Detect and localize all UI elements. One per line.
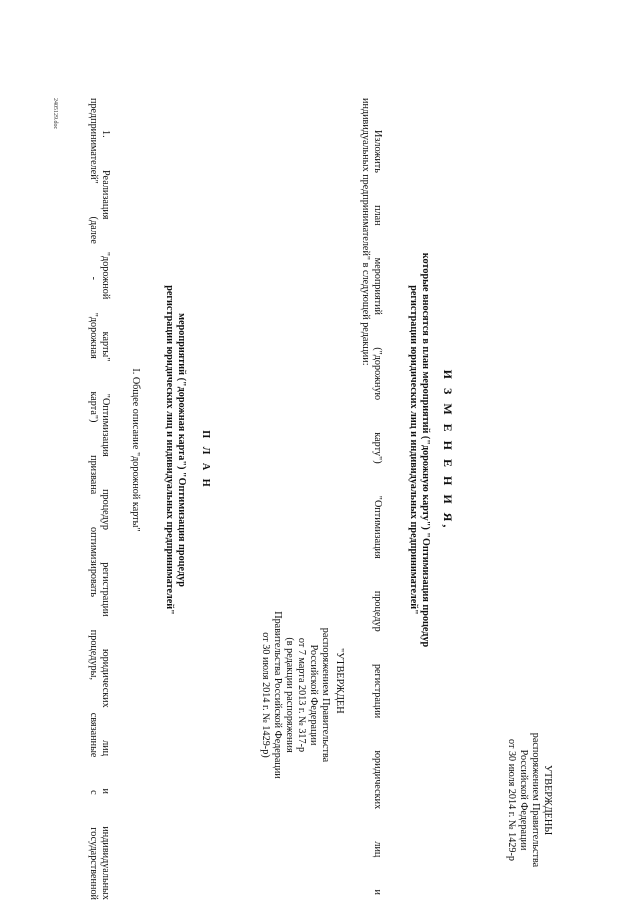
inner-approval-line-3: от 7 марта 2013 г. № 317-р xyxy=(296,637,307,753)
approval-title: УТВЕРЖДЕНЫ xyxy=(542,764,553,836)
plan-heading: П Л А Н xyxy=(200,430,211,490)
changes-heading: И З М Е Н Е Н И Я, xyxy=(441,369,455,531)
plan-subtitle-line-1: мероприятий ("дорожная карта") "Оптимизация процедур xyxy=(176,313,187,587)
section1-heading: I. Общее описание "дорожной карты" xyxy=(130,368,141,532)
footer-file-code: 2405129.doc xyxy=(52,98,58,130)
changes-subtitle-line-2: регистрации юридических лиц и индивидуальных предпринимателей" xyxy=(408,285,419,615)
inner-approval-title: "УТВЕРЖДЕН xyxy=(334,648,345,714)
approval-line-3: от 30 июля 2014 г. № 1429-р xyxy=(506,739,517,861)
inner-approval-line-5: Правительства Российской Федерации xyxy=(272,611,283,779)
inner-approval-line-4: (в редакции распоряжения xyxy=(284,637,295,753)
changes-intro-line-2: индивидуальных предпринимателей" в следующей редакции: xyxy=(360,98,371,366)
changes-subtitle-line-1: которые вносятся в план мероприятий ("дорожную карту") "Оптимизация процедур xyxy=(420,252,431,648)
section1-para-line-2: предпринимателей" (далее - "дорожная карта") призвана оптимизировать процедуры, связанные с государственной xyxy=(88,98,99,900)
approval-line-1: распоряжением Правительства xyxy=(530,732,541,868)
inner-approval-line-1: распоряжением Правительства xyxy=(320,627,331,763)
approval-line-2: Российской Федерации xyxy=(518,749,529,851)
plan-subtitle-line-2: регистрации юридических лиц и индивидуальных предпринимателей" xyxy=(164,285,175,615)
changes-intro-line-1: Изложить план мероприятий ("дорожную карту") "Оптимизация процедур регистрации юридических лиц и xyxy=(372,130,383,895)
inner-approval-line-6: от 30 июля 2014 г. № 1429-р) xyxy=(260,632,271,758)
inner-approval-line-2: Российской Федерации xyxy=(308,644,319,746)
section1-para-line-1: 1. Реализация "дорожной карты" "Оптимизация процедур регистрации юридических лиц и индивидуальных xyxy=(100,130,111,900)
